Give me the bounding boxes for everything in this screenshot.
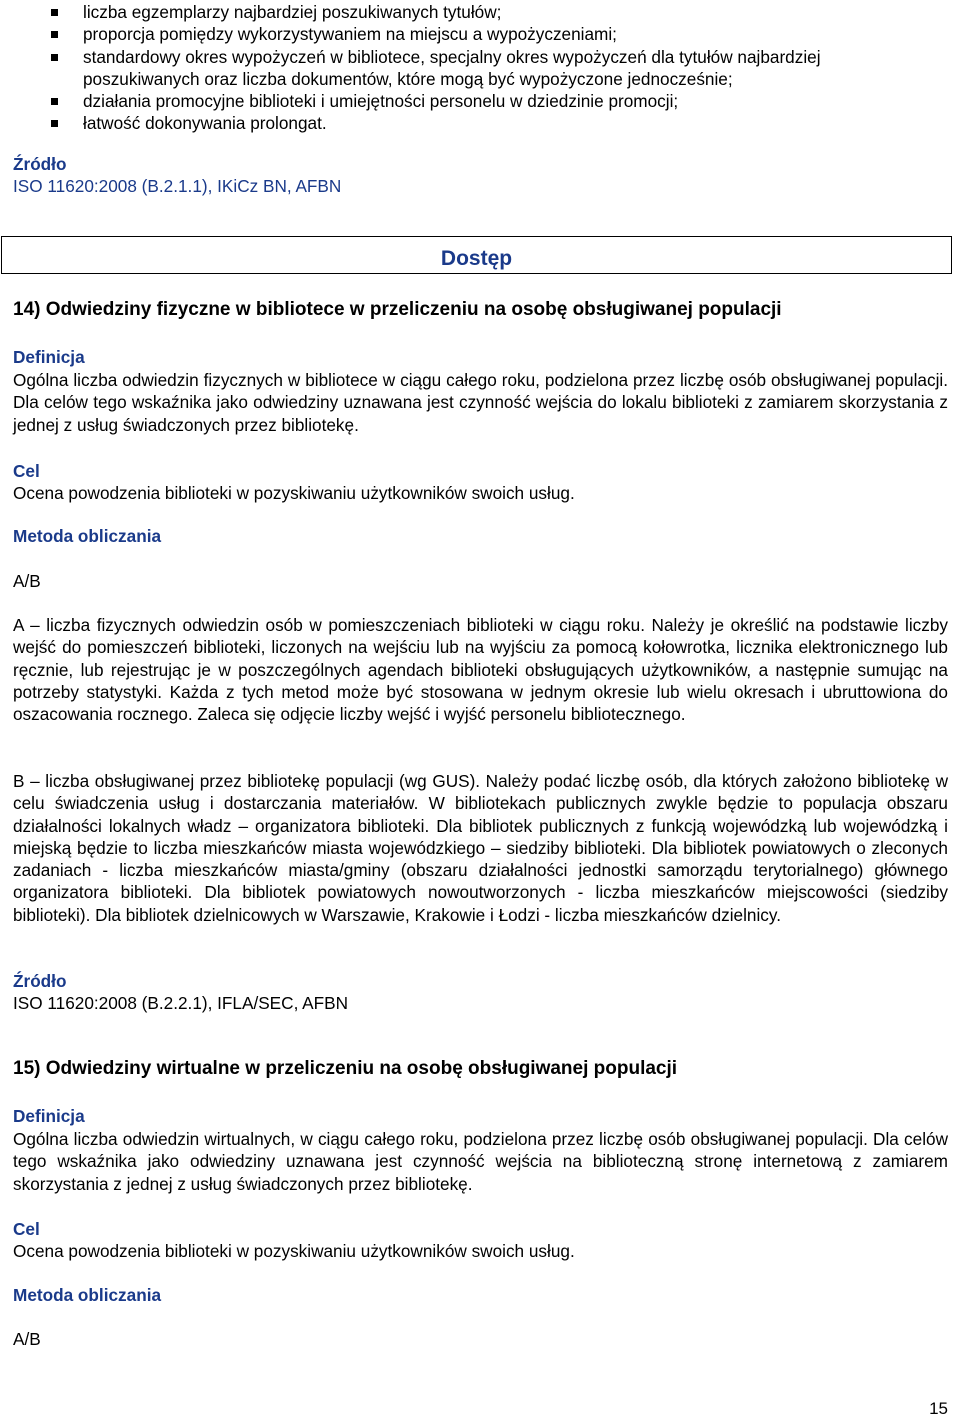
a-description: A – liczba fizycznych odwiedzin osób w pomieszczeniach biblioteki w ciągu roku. Należy je określić na podstawie liczby wejść do pomieszczeń biblioteki, liczonych na wejściu lub na wyjściu za pomocą kołowrotka, licznika elektronicznego lub ręcznie, lub rejestrując je w poszczególnych agendach biblioteki obsługujących użytkowników, a następnie sumując na potrzeby statystyki. Każda z tych metod może być stosowana w jednym okresie lub wielu okresach i ubruttowiona do oszacowania rocznego. Zaleca się odjęcie liczby wejść i wyjść personelu bibliotecznego. (13, 615, 948, 725)
goal-text: Ocena powodzenia biblioteki w pozyskiwaniu użytkowników swoich usług. (13, 1241, 575, 1261)
page-number: 15 (929, 1399, 948, 1418)
source-label: Źródło (13, 154, 67, 174)
list-item: proporcja pomiędzy wykorzystywaniem na miejscu a wypożyczeniami; (13, 23, 948, 45)
definition-label: Definicja (13, 1106, 85, 1126)
square-bullet-icon (51, 54, 58, 61)
method-label: Metoda obliczania (13, 526, 162, 546)
goal-text: Ocena powodzenia biblioteki w pozyskiwaniu użytkowników swoich usług. (13, 483, 575, 503)
list-item: łatwość dokonywania prolongat. (13, 112, 948, 134)
square-bullet-icon (51, 98, 58, 105)
list-item: działania promocyjne biblioteki i umiejętności personelu w dziedzinie promocji; (13, 90, 948, 112)
source-text: ISO 11620:2008 (B.2.1.1), IKiCz BN, AFBN (13, 176, 342, 197)
definition-text: Ogólna liczba odwiedzin fizycznych w bibliotece w ciągu całego roku, podzielona przez liczbę osób obsługiwanej populacji. Dla celów tego wskaźnika jako odwiedziny uznawana jest czynność wejścia do lokalu biblioteki z zamiarem skorzystania z jednej z usług świadczonych przez bibliotekę. (13, 370, 948, 435)
square-bullet-icon (51, 120, 58, 127)
square-bullet-icon (51, 31, 58, 38)
section-banner: Dostęp (1, 236, 952, 274)
square-bullet-icon (51, 9, 58, 16)
formula: A/B (13, 571, 41, 591)
method-label: Metoda obliczania (13, 1285, 162, 1305)
indicator-title: 15) Odwiedziny wirtualne w przeliczeniu na osobę obsługiwanej populacji (13, 1058, 678, 1079)
list-item: liczba egzemplarzy najbardziej poszukiwanych tytułów; (13, 1, 948, 23)
source-text: ISO 11620:2008 (B.2.2.1), IFLA/SEC, AFBN (13, 993, 349, 1013)
source-block (13, 153, 948, 198)
list-item: standardowy okres wypożyczeń w bibliotece, specjalny okres wypożyczeń dla tytułów najbardziej poszukiwanych oraz liczba dokumentów, które mogą być wypożyczone jednocześnie; (13, 46, 938, 91)
source-label: Źródło (13, 971, 67, 991)
definition-label: Definicja (13, 347, 85, 367)
indicator-title: 14) Odwiedziny fizyczne w bibliotece w przeliczeniu na osobę obsługiwanej populacji (13, 299, 782, 320)
goal-label: Cel (13, 461, 40, 481)
definition-text: Ogólna liczba odwiedzin wirtualnych, w ciągu całego roku, podzielona przez liczbę osób obsługiwanej populacji. Dla celów tego wskaźnika jako odwiedziny uznawana jest czynność wejścia na biblioteczną stronę internetową z zamiarem skorzystania z jednej z usług świadczonych przez bibliotekę. (13, 1129, 948, 1194)
goal-label: Cel (13, 1219, 40, 1239)
b-description: B – liczba obsługiwanej przez bibliotekę populacji (wg GUS). Należy podać liczbę osób, dla których założono bibliotekę w celu świadczenia usług i dostarczania materiałów. W bibliotekach publicznych zwykle będzie to populacja obszaru działalności lokalnych władz – organizatora biblioteki. Dla bibliotek publicznych z funkcją wojewódzką lub wojewódzką i miejską będzie to liczba mieszkańców miasta wojewódzkiego – siedziby biblioteki. Dla bibliotek powiatowych o zleconych zadaniach - liczba mieszkańców miasta/gminy (obszaru działalności jednostki samorządu terytorialnego) głównego organizatora biblioteki. Dla bibliotek powiatowych nowoutworzonych - liczba mieszkańców miejscowości (siedziby biblioteki). Dla bibliotek dzielnicowych w Warszawie, Krakowie i Łodzi - liczba mieszkańców dzielnicy. (13, 771, 948, 925)
bullet-list (13, 1, 948, 135)
formula: A/B (13, 1329, 41, 1349)
